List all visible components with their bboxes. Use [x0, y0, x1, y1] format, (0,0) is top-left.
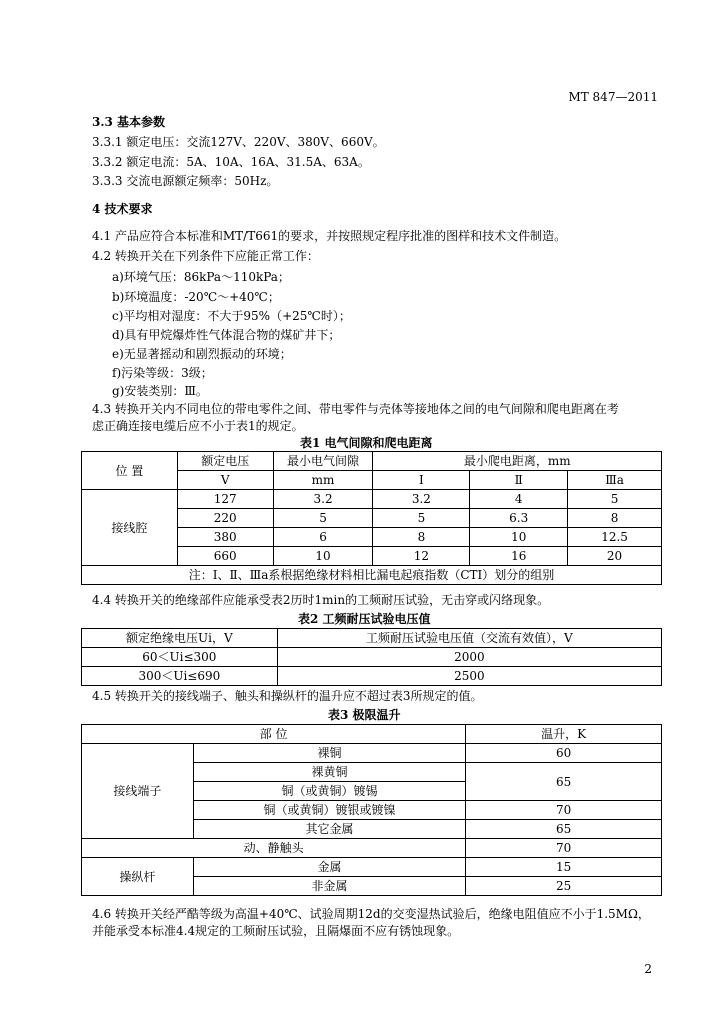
table-cell: 5	[273, 509, 373, 528]
table3-caption: 表3 极限温升	[328, 708, 401, 722]
table-cell: 60＜Ui≤300	[82, 648, 278, 667]
page-number: 2	[644, 962, 652, 976]
para-4-6: 4.6 转换开关经严酷等级为高温+40℃、试验周期12d的交变湿热试验后，绝缘电阻值应不小于1.5MΩ，	[92, 907, 650, 921]
t1-position-cell: 接线腔	[82, 490, 178, 566]
t1-header-position: 位 置	[82, 452, 178, 490]
t2-header-insulation-voltage: 额定绝缘电压Ui，V	[82, 629, 278, 648]
table-cell: 铜（或黄铜）镀银或镀镍	[193, 801, 466, 820]
condition-item: d)具有甲烷爆炸性气体混合物的煤矿井下；	[112, 328, 341, 342]
table-cell: 2500	[277, 667, 661, 686]
table-cell: 6	[273, 528, 373, 547]
t1-header-creepage: 最小爬电距离，mm	[373, 452, 662, 471]
table-cell: 70	[466, 839, 662, 858]
table3-temperature-rise	[81, 724, 662, 896]
para-4-1: 4.1 产品应符合本标准和MT/T661的要求，并按照规定程序批准的图样和技术文件制造。	[92, 229, 567, 243]
table-cell: 5	[373, 509, 470, 528]
table-cell: 5	[568, 490, 662, 509]
t1-header-clearance: 最小电气间隙	[273, 452, 373, 471]
para-4-4: 4.4 转换开关的绝缘部件应能承受表2历时1min的工频耐压试验，无击穿或闪络现象。	[92, 593, 550, 607]
para-3-3-1: 3.3.1 额定电压：交流127V、220V、380V、660V。	[92, 135, 385, 149]
t1-header-group1: Ⅰ	[373, 471, 470, 490]
table-cell: 380	[177, 528, 273, 547]
table-cell: 铜（或黄铜）镀锡	[193, 782, 466, 801]
table-cell: 220	[177, 509, 273, 528]
table-cell: 65	[466, 820, 662, 839]
table-cell: 300＜Ui≤690	[82, 667, 278, 686]
table-cell: 8	[568, 509, 662, 528]
table-cell: 3.2	[273, 490, 373, 509]
para-4-6-cont: 并能承受本标准4.4规定的工频耐压试验，且隔爆面不应有锈蚀现象。	[92, 924, 460, 938]
table-cell: 2000	[277, 648, 661, 667]
para-4-5: 4.5 转换开关的接线端子、触头和操纵杆的温升应不超过表3所规定的值。	[92, 689, 483, 703]
table-cell: 15	[466, 858, 662, 877]
t3-contacts-cell: 动、静触头	[82, 839, 466, 858]
table-cell: 非金属	[193, 877, 466, 896]
para-4-3: 4.3 转换开关内不同电位的带电零件之间、带电零件与壳体等接地体之间的电气间隙和爬电距离在考	[92, 402, 619, 416]
table-cell: 660	[177, 547, 273, 566]
condition-item: g)安装类别：Ⅲ。	[112, 384, 208, 398]
table-cell: 60	[466, 744, 662, 763]
table2-caption: 表2 工频耐压试验电压值	[298, 612, 431, 626]
table1-caption: 表1 电气间隙和爬电距离	[300, 436, 433, 450]
condition-item: b)环境温度：-20℃～+40℃；	[112, 290, 280, 304]
para-4-3-cont: 虑正确连接电缆后应不小于表1的规定。	[92, 419, 304, 433]
table-cell: 70	[466, 801, 662, 820]
para-3-3-2: 3.3.2 额定电流：5A、10A、16A、31.5A、63A。	[92, 155, 370, 169]
t1-note: 注：Ⅰ、Ⅱ、Ⅲa系根据绝缘材料相比漏电起痕指数（CTI）划分的组别	[82, 566, 662, 585]
standard-number: MT 847—2011	[568, 90, 658, 104]
t1-header-voltage-unit: V	[177, 471, 273, 490]
table-cell: 12	[373, 547, 470, 566]
table-cell: 127	[177, 490, 273, 509]
t3-header-temp-rise: 温升，K	[466, 725, 662, 744]
t1-header-group3a: Ⅲa	[568, 471, 662, 490]
table-cell: 10	[470, 528, 568, 547]
condition-item: a)环境气压：86kPa～110kPa；	[112, 270, 290, 284]
para-4-2: 4.2 转换开关在下列条件下应能正常工作：	[92, 249, 319, 263]
t3-lever-cell: 操纵杆	[82, 858, 194, 896]
table-cell: 8	[373, 528, 470, 547]
table-cell: 6.3	[470, 509, 568, 528]
table-cell: 4	[470, 490, 568, 509]
table-cell: 25	[466, 877, 662, 896]
t1-header-group2: Ⅱ	[470, 471, 568, 490]
t1-header-voltage: 额定电压	[177, 452, 273, 471]
table-cell: 65	[466, 763, 662, 801]
table-cell: 20	[568, 547, 662, 566]
table-cell: 16	[470, 547, 568, 566]
t3-terminal-cell: 接线端子	[82, 744, 194, 839]
table-cell: 10	[273, 547, 373, 566]
section-4-title: 4 技术要求	[92, 202, 153, 216]
table2-withstand-voltage	[81, 628, 662, 686]
condition-item: f)污染等级：3级；	[112, 366, 213, 380]
table-cell: 12.5	[568, 528, 662, 547]
t2-header-test-voltage: 工频耐压试验电压值（交流有效值），V	[277, 629, 661, 648]
condition-item: e)无显著摇动和剧烈振动的环境；	[112, 347, 292, 361]
table-cell: 其它金属	[193, 820, 466, 839]
section-3-3-title: 3.3 基本参数	[92, 115, 166, 129]
t3-header-part: 部 位	[82, 725, 466, 744]
table-cell: 裸铜	[193, 744, 466, 763]
table-cell: 金属	[193, 858, 466, 877]
t1-header-clearance-unit: mm	[273, 471, 373, 490]
table1-clearance	[81, 451, 662, 585]
para-3-3-3: 3.3.3 交流电源额定频率：50Hz。	[92, 174, 279, 188]
table-cell: 裸黄铜	[193, 763, 466, 782]
condition-item: c)平均相对湿度：不大于95%（+25℃时）；	[112, 309, 351, 323]
table-cell: 3.2	[373, 490, 470, 509]
